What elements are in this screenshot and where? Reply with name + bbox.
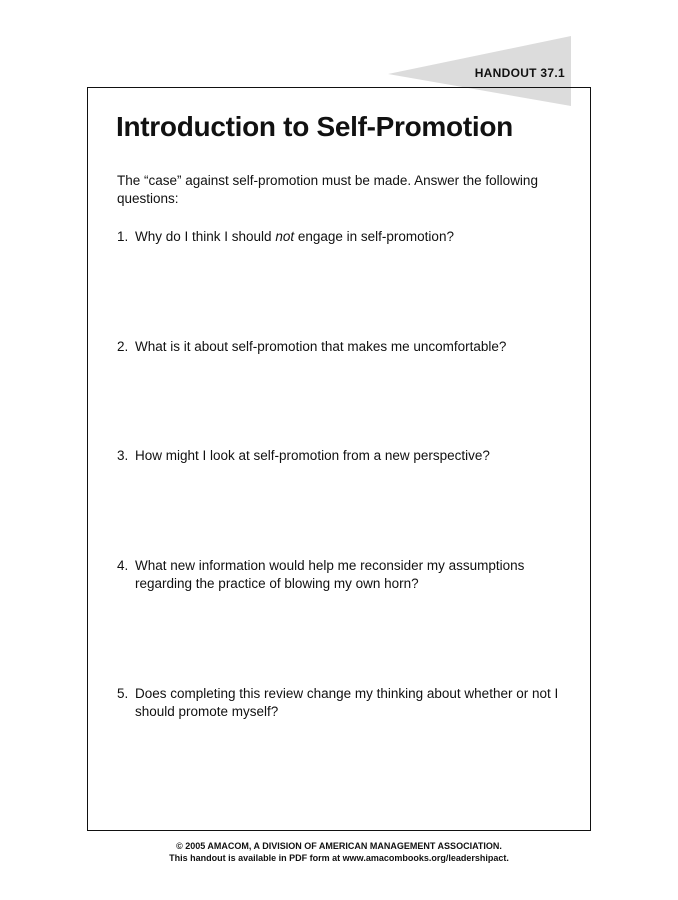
question-3 <box>117 447 567 465</box>
copyright-line: © 2005 AMACOM, A DIVISION OF AMERICAN MANAGEMENT ASSOCIATION. <box>176 841 502 851</box>
handout-label: HANDOUT 37.1 <box>474 66 565 80</box>
question-text <box>135 228 567 246</box>
question-4 <box>117 557 567 593</box>
question-text-before: Why do I think I should <box>135 229 276 244</box>
question-text: What new information would help me reconsider my assumptions regarding the practice of blowing my own horn? <box>135 558 525 591</box>
question-number: 3. <box>117 448 129 463</box>
question-text: How might I look at self-promotion from a new perspective? <box>135 448 490 463</box>
question-number: 4. <box>117 558 129 573</box>
question-text-after: engage in self-promotion? <box>294 229 454 244</box>
question-2 <box>117 338 567 356</box>
pdf-availability-line: This handout is available in PDF form at www.amacombooks.org/leadershipact. <box>169 853 509 863</box>
question-text-emphasis: not <box>275 229 295 244</box>
question-5 <box>117 685 567 721</box>
question-text: What is it about self-promotion that makes me uncomfortable? <box>135 339 507 354</box>
question-number: 5. <box>117 686 129 701</box>
intro-text: The “case” against self-promotion must be made. Answer the following questions: <box>117 173 538 206</box>
question-1 <box>117 228 567 246</box>
question-number: 1. <box>117 229 129 244</box>
question-number: 2. <box>117 339 129 354</box>
page-title: Introduction to Self-Promotion <box>116 111 513 142</box>
copyright-footer <box>87 840 591 864</box>
question-text: Does completing this review change my thinking about whether or not I should promote myself? <box>135 686 559 719</box>
